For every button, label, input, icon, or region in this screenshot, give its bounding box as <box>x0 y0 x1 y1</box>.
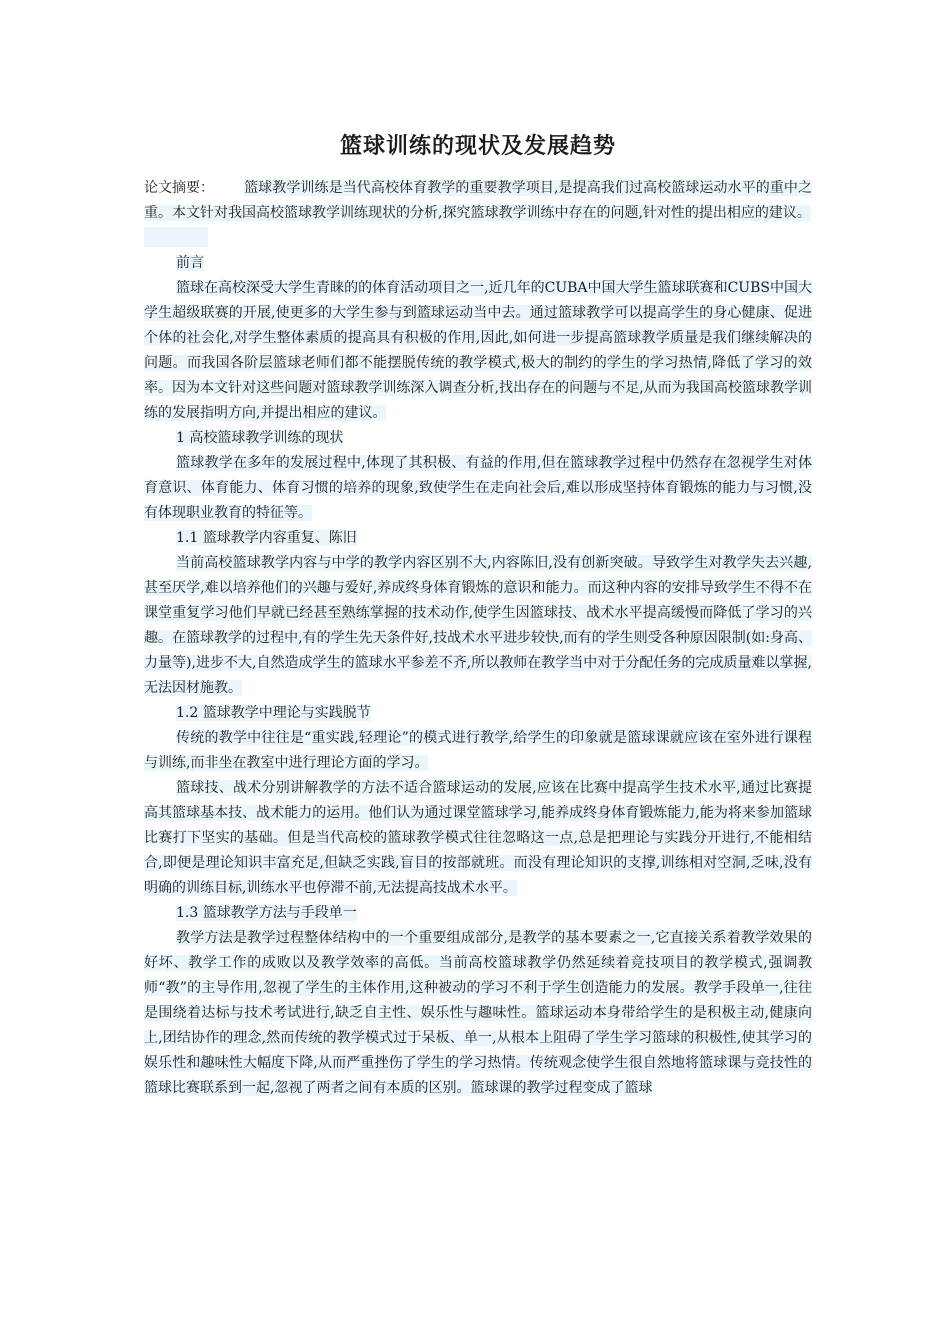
intro-paragraph: 篮球在高校深受大学生青睐的的体育活动项目之一,近几年的CUBA中国大学生篮球联赛和CUBS中国大学生超级联赛的开展,使更多的大学生参与到篮球运动当中去。通过篮球教学可以提高学生的身心健康、促进个体的社会化,对学生整体素质的提高具有积极的作用,因此,如何进一步提高篮球教学质量是我们继续解决的问题。而我国各阶层篮球老师们都不能摆脱传统的教学模式,极大的制约的学生的学习热情,降低了学习的效率。因为本文针对这些问题对篮球教学训练深入调查分析,找出存在的问题与不足,从而为我国高校篮球教学训练的发展指明方向,并提出相应的建议。 <box>144 280 812 421</box>
section-1-paragraph: 篮球教学在多年的发展过程中,体现了其积极、有益的作用,但在篮球教学过程中仍然存在忽视学生对体育意识、体育能力、体育习惯的培养的现象,致使学生在走向社会后,难以形成坚持体育锻炼的能力与习惯,没有体现职业教育的特征等。 <box>144 455 812 521</box>
section-1-1-heading: 1.1 篮球教学内容重复、陈旧 <box>176 530 357 546</box>
section-1-3-heading: 1.3 篮球教学方法与手段单一 <box>176 905 357 921</box>
section-1-2-paragraph-2: 篮球技、战术分别讲解教学的方法不适合篮球运动的发展,应该在比赛中提高学生技术水平,通过比赛提高其篮球基本技、战术能力的运用。他们认为通过课堂篮球学习,能养成终身体育锻炼能力,能为将来参加篮球比赛打下坚实的基础。但是当代高校的篮球教学模式往往忽略这一点,总是把理论与实践分开进行,不能相结合,即便是理论知识丰富充足,但缺乏实践,盲目的按部就班。而没有理论知识的支撑,训练相对空洞,乏味,没有明确的训练目标,训练水平也停滞不前,无法提高技战术水平。 <box>144 780 812 896</box>
section-1-2-heading: 1.2 篮球教学中理论与实践脱节 <box>176 705 371 721</box>
abstract-label: 论文摘要： <box>144 180 214 196</box>
section-1-2-paragraph-1: 传统的教学中往往是“重实践,轻理论”的模式进行教学,给学生的印象就是篮球课就应该在室外进行课程与训练,而非坐在教室中进行理论方面的学习。 <box>144 730 812 771</box>
document-page <box>144 130 812 1101</box>
intro-heading: 前言 <box>176 255 204 271</box>
blank-line <box>144 226 812 251</box>
document-title: 篮球训练的现状及发展趋势 <box>339 133 616 159</box>
abstract-text: 篮球教学训练是当代高校体育教学的重要教学项目,是提高我们过高校篮球运动水平的重中之重。本文针对我国高校篮球教学训练现状的分析,探究篮球教学训练中存在的问题,针对性的提出相应的建议。 <box>144 180 812 221</box>
section-1-1-paragraph: 当前高校篮球教学内容与中学的教学内容区别不大,内容陈旧,没有创新突破。导致学生对教学失去兴趣,甚至厌学,难以培养他们的兴趣与爱好,养成终身体育锻炼的意识和能力。而这种内容的安排导致学生不得不在课堂重复学习他们早就已经甚至熟练掌握的技术动作,使学生因篮球技、战术水平提高缓慢而降低了学习的兴趣。在篮球教学的过程中,有的学生先天条件好,技战术水平进步较快,而有的学生则受各种原因限制(如:身高、力量等),进步不大,自然造成学生的篮球水平参差不齐,所以教师在教学当中对于分配任务的完成质量难以掌握,无法因材施教。 <box>144 555 812 696</box>
abstract <box>144 176 812 226</box>
section-1-heading: 1 高校篮球教学训练的现状 <box>176 430 344 446</box>
section-1-3-paragraph: 教学方法是教学过程整体结构中的一个重要组成部分,是教学的基本要素之一,它直接关系着教学效果的好坏、教学工作的成败以及教学效率的高低。当前高校篮球教学仍然延续着竞技项目的教学模式,强调教师“教”的主导作用,忽视了学生的主体作用,这种被动的学习不利于学生创造能力的发展。教学手段单一,往往是围绕着达标与技术考试进行,缺乏自主性、娱乐性与趣味性。篮球运动本身带给学生的是积极主动,健康向上,团结协作的理念,然而传统的教学模式过于呆板、单一,从根本上阻碍了学生学习篮球的积极性,使其学习的娱乐性和趣味性大幅度下降,从而严重挫伤了学生的学习热情。传统观念使学生很自然地将篮球课与竞技性的篮球比赛联系到一起,忽视了两者之间有本质的区别。篮球课的教学过程变成了篮球 <box>144 930 812 1096</box>
